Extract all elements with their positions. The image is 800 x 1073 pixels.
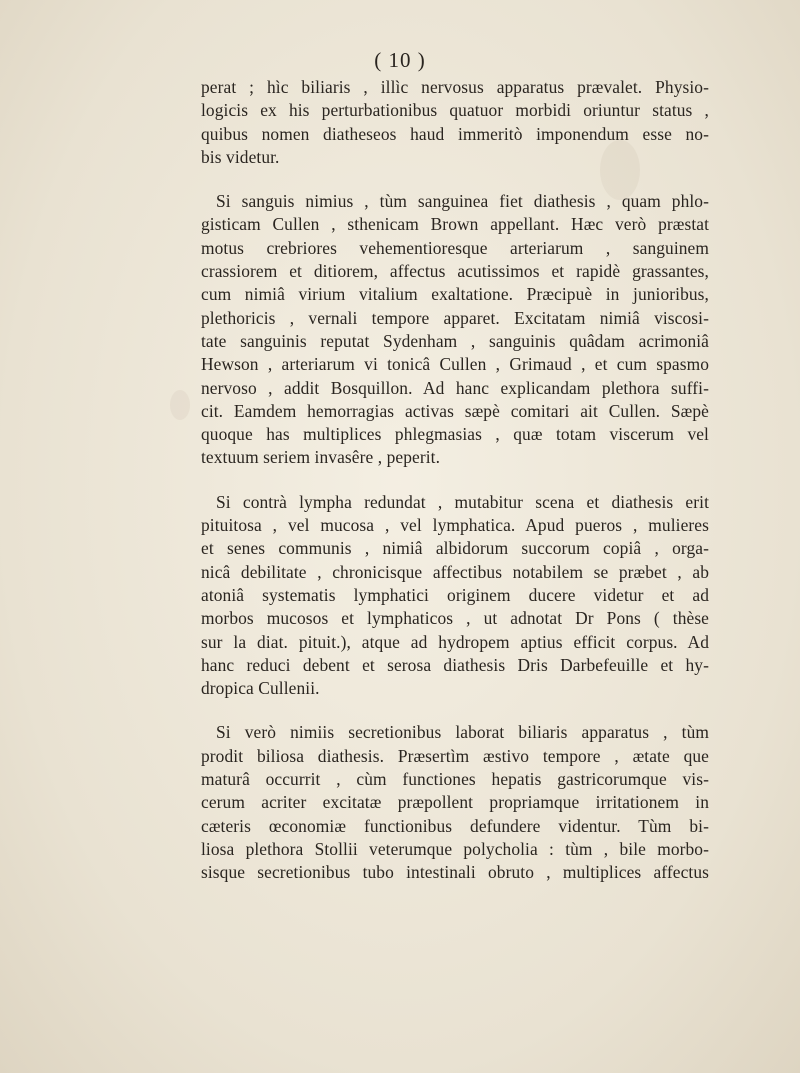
text-line: sur la diat. pituit.), atque ad hydropem aptius efficit corpus. Ad: [201, 631, 709, 652]
paragraph-4: [201, 721, 709, 884]
text-line: prodit biliosa diathesis. Præsertìm æstivo tempore , ætate que: [201, 745, 709, 766]
text-line: morbos mucosos et lymphaticos , ut adnotat Dr Pons ( thèse: [201, 608, 709, 629]
paragraph-1: [201, 76, 709, 169]
text-line: cerum acriter excitatæ præpollent propriamque irritationem in: [201, 792, 709, 813]
text-line: quibus nomen diatheseos haud immeritò imponendum esse no-: [201, 123, 709, 144]
text-line: tate sanguinis reputat Sydenham , sanguinis quâdam acrimoniâ: [201, 330, 709, 351]
text-line: gisticam Cullen , sthenicam Brown appellant. Hæc verò præstat: [201, 214, 709, 235]
text-line: bis videtur.: [201, 146, 280, 167]
text-line: cit. Eamdem hemorragias activas sæpè comitari ait Cullen. Sæpè: [201, 400, 709, 421]
paragraph-3: [201, 491, 709, 701]
text-line: plethoricis , vernali tempore apparet. Excitatam nimiâ viscosi-: [201, 307, 709, 328]
text-line: logicis ex his perturbationibus quatuor morbidi oriuntur status ,: [201, 100, 709, 121]
text-line: et senes communis , nimiâ albidorum succorum copiâ , orga-: [201, 538, 709, 559]
text-line: Hewson , arteriarum vi tonicâ Cullen , Grimaud , et cum spasmo: [201, 354, 709, 375]
text-line: textuum seriem invasêre , peperit.: [201, 447, 441, 468]
text-line: nicâ debilitate , chronicisque affectibus notabilem se præbet , ab: [201, 561, 709, 582]
text-line: maturâ occurrit , cùm functiones hepatis gastricorumque vis-: [201, 769, 709, 790]
text-line: quoque has multiplices phlegmasias , quæ totam viscerum vel: [201, 424, 709, 445]
text-line: cum nimiâ virium vitalium exaltatione. Præcipuè in junioribus,: [201, 284, 709, 305]
text-line: hanc reduci debent et serosa diathesis Dris Darbefeuille et hy-: [201, 654, 709, 675]
text-line: liosa plethora Stollii veterumque polycholia : tùm , bile morbo-: [201, 838, 709, 859]
text-line: atoniâ systematis lymphatici originem ducere videtur et ad: [201, 584, 709, 605]
text-line: nervoso , addit Bosquillon. Ad hanc explicandam plethora suffi-: [201, 377, 709, 398]
body-text: [201, 76, 709, 906]
text-line: Si contrà lympha redundat , mutabitur scena et diathesis erit: [216, 491, 709, 512]
text-line: pituitosa , vel mucosa , vel lymphatica. Apud pueros , mulieres: [201, 515, 709, 536]
text-line: Si sanguis nimius , tùm sanguinea fiet diathesis , quam phlo-: [216, 191, 709, 212]
paragraph-2: [201, 190, 709, 470]
text-line: Si verò nimiis secretionibus laborat biliaris apparatus , tùm: [216, 722, 709, 743]
text-line: crassiorem et ditiorem, affectus acutissimos et rapidè grassantes,: [201, 261, 709, 282]
text-line: cæteris œconomiæ functionibus defundere videntur. Tùm bi-: [201, 815, 709, 836]
paper-stain: [170, 390, 190, 420]
text-line: motus crebriores vehementioresque arteriarum , sanguinem: [201, 237, 709, 258]
text-line: sisque secretionibus tubo intestinali obruto , multiplices affectus: [201, 862, 709, 883]
text-line: dropica Cullenii.: [201, 678, 320, 699]
text-line: perat ; hìc biliaris , illìc nervosus apparatus prævalet. Physio-: [201, 77, 709, 97]
page-number: ( 10 ): [374, 48, 426, 72]
